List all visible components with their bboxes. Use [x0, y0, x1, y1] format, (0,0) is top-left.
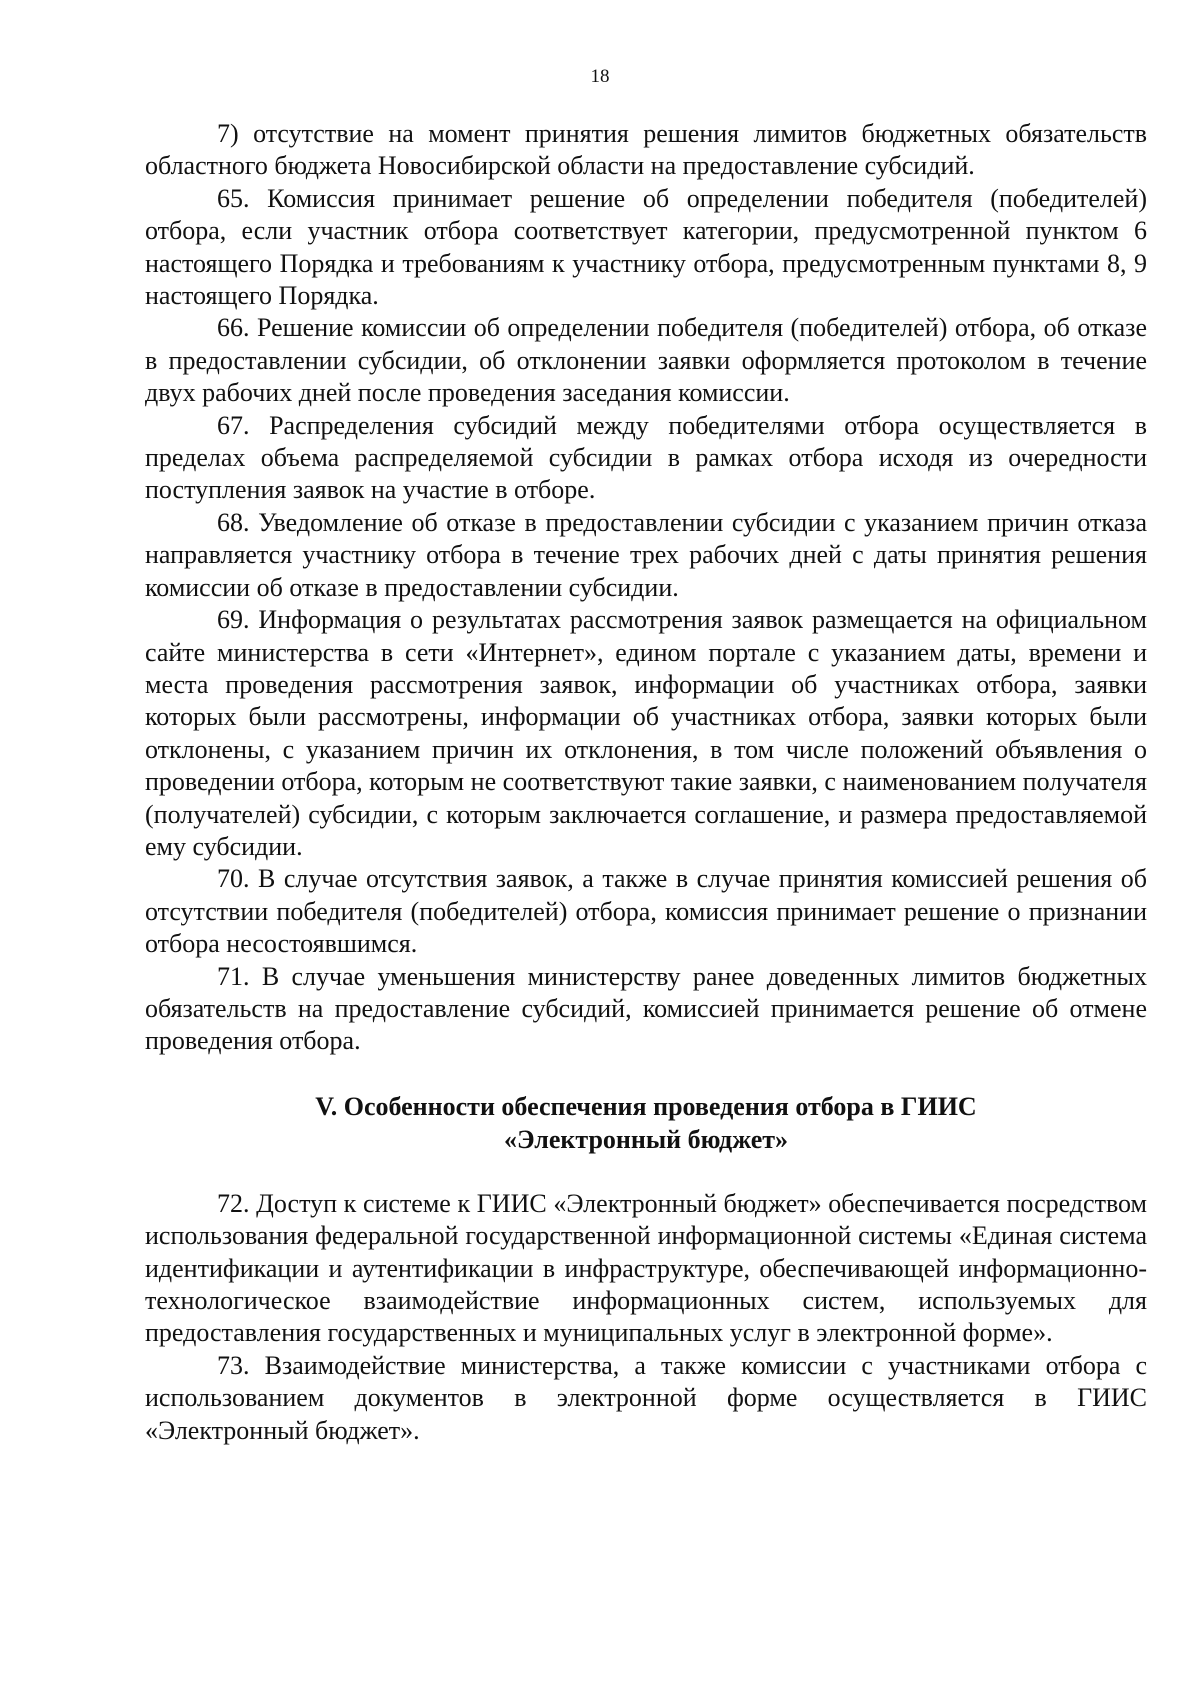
paragraph-71: 71. В случае уменьшения министерству ранее доведенных лимитов бюджетных обязательств на предоставление субсидий, комиссией принимается решение об отмене проведения отбора.	[145, 961, 1147, 1056]
paragraph-72: 72. Доступ к системе к ГИИС «Электронный бюджет» обеспечивается посредством использования федеральной государственной информационной системы «Единая система идентификации и аутентификации в инфраструктуре, обеспечивающей информационно-технологическое взаимодействие информационных систем, используемых для предоставления государственных и муниципальных услуг в электронной форме».	[145, 1188, 1147, 1348]
paragraph-70: 70. В случае отсутствия заявок, а также в случае принятия комиссией решения об отсутствии победителя (победителей) отбора, комиссия принимает решение о признании отбора несостоявшимся.	[145, 864, 1147, 959]
paragraph-68: 68. Уведомление об отказе в предоставлении субсидии с указанием причин отказа направляется участнику отбора в течение трех рабочих дней с даты принятия решения комиссии об отказе в предоставлении субсидии.	[145, 507, 1147, 602]
document-body	[145, 118, 1147, 1447]
paragraph-67: 67. Распределения субсидий между победителями отбора осуществляется в пределах объема распределяемой субсидии в рамках отбора исходя из очередности поступления заявок на участие в отборе.	[145, 410, 1147, 505]
paragraph-66: 66. Решение комиссии об определении победителя (победителей) отбора, об отказе в предоставлении субсидии, об отклонении заявки оформляется протоколом в течение двух рабочих дней после проведения заседания комиссии.	[145, 313, 1147, 408]
paragraph-69: 69. Информация о результатах рассмотрения заявок размещается на официальном сайте министерства в сети «Интернет», едином портале с указанием даты, времени и места проведения рассмотрения заявок, информации об участниках отбора, заявки которых были рассмотрены, информации об участниках отбора, заявки которых были отклонены, с указанием причин их отклонения, в том числе положений объявления о проведении отбора, которым не соответствуют такие заявки, с наименованием получателя (получателей) субсидии, с которым заключается соглашение, и размера предоставляемой ему субсидии.	[145, 605, 1147, 861]
section-heading-line-2: «Электронный бюджет»	[503, 1124, 789, 1154]
section-heading-line-1: V. Особенности обеспечения проведения отбора в ГИИС	[315, 1091, 977, 1121]
paragraph-item-7: 7) отсутствие на момент принятия решения лимитов бюджетных обязательств областного бюджета Новосибирской области на предоставление субсидий.	[145, 119, 1147, 181]
section-heading	[145, 1090, 1147, 1156]
paragraph-65: 65. Комиссия принимает решение об определении победителя (победителей) отбора, если участник отбора соответствует категории, предусмотренной пунктом 6 настоящего Порядка и требованиям к участнику отбора, предусмотренным пунктами 8, 9 настоящего Порядка.	[145, 183, 1147, 311]
paragraph-73: 73. Взаимодействие министерства, а также комиссии с участниками отбора с использованием документов в электронной форме осуществляется в ГИИС «Электронный бюджет».	[145, 1350, 1147, 1445]
page-number: 18	[590, 66, 610, 87]
